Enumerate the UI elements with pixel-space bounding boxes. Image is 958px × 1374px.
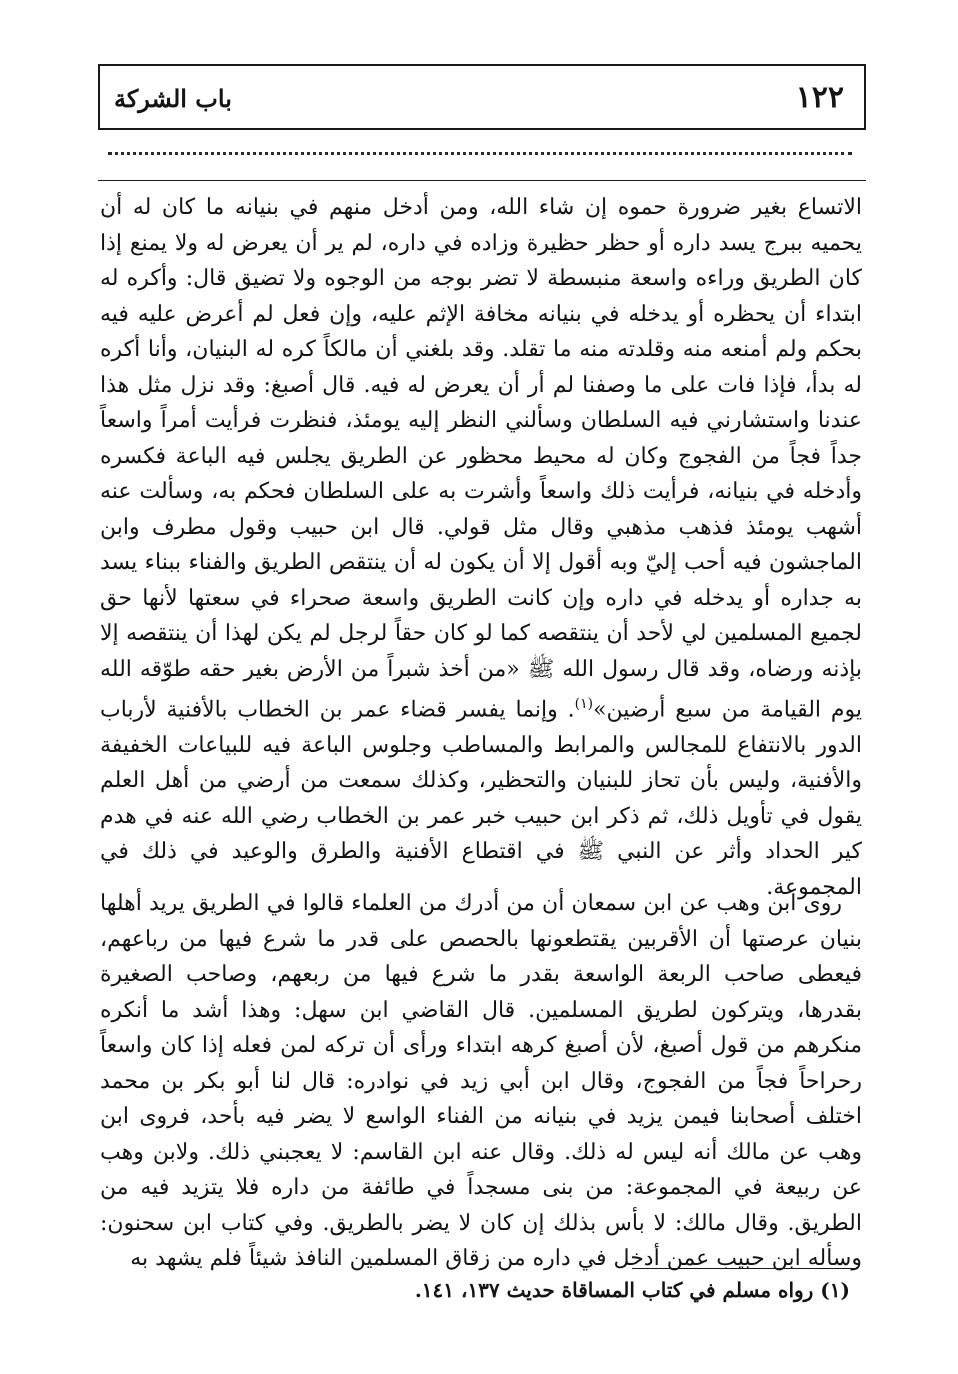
dotted-divider bbox=[108, 152, 852, 155]
footnote-marker[interactable]: (١) bbox=[574, 696, 594, 712]
chapter-title: باب الشركة bbox=[114, 84, 232, 113]
paragraph-1-text: الاتساع بغير ضرورة حموه إن شاء الله، ومن أدخل منهم في بنيانه ما كان له أن يحميه ببرج يسد داره أو حظر حظيرة وزاده في داره، لم ير أن يعرض له ولا يمنع إذا كان الطريق وراءه واسعة منبسطة لا تضر بوجه من الوجوه ولا تضيق قال: وأكره له ابتداء أن يحظره أو يدخله في بنيانه مخافة الإثم عليه، وإن فعل لم أعرض عليه فيه بحكم ولم أمنعه منه وقلدته منه ما تقلد. وقد بلغني أن مالكاً كره له البنيان، وأنا أكره له بدأ، فإذا فات على ما وصفنا لم أر أن يعرض له فيه. قال أصبغ: وقد نزل مثل هذا عندنا واستشارني فيه السلطان وسألني النظر إليه يومئذ، فنظرت فرأيت أمراً واسعاً جداً فجاً من الفجوج وكان له محيط محظور عن الطريق يجلس فيه الباعة فكسره وأدخله في بنيانه، فرأيت ذلك واسعاً وأشرت به على السلطان فحكم به، وسألت عنه أشهب يومئذ فذهب مذهبي وقال مثل قولي. قال ابن حبيب وقول مطرف وابن الماجشون فيه أحب إليّ وبه أقول إلا أن يكون له أن ينتقص الطريق والفناء ببناء يسد به جداره أو يدخله في داره وإن كانت الطريق واسعة صحراء في سعتها لأنها حق لجميع المسلمين لي لأحد أن ينتقصه كما لو كان حقاً لرجل لم يكن لهذا أن ينتقصه إلا بإذنه ورضاه، وقد قال رسول الله ﷺ «من أخذ شبراً من الأرض بغير حقه طوّقه الله يوم القيامة من سبع أرضين» bbox=[100, 195, 862, 723]
page-header bbox=[98, 64, 866, 130]
footnote-divider bbox=[632, 1268, 858, 1269]
page-number: ١٢٢ bbox=[795, 80, 844, 115]
body-paragraph-1 bbox=[100, 190, 862, 905]
paragraph-1-continued: . وإنما يفسر قضاء عمر بن الخطاب بالأفنية لأرباب الدور بالانتفاع للمجالس والمرابط والمساطب وجلوس الباعة فيه للبياعات الخفيفة والأفنية، وليس بأن تحاز للبنيان والتحظير، وكذلك سمعت من أرضي من أهل العلم يقول في تأويل ذلك، ثم ذكر ابن حبيب خبر عمر بن الخطاب رضي الله عنه في هدم كير الحداد وأثر عن النبي ﷺ في اقتطاع الأفنية والطرق والوعيد في ذلك في المجموعة. bbox=[100, 697, 862, 900]
body-paragraph-2: روى ابن وهب عن ابن سمعان أن من أدرك من العلماء قالوا في الطريق يريد أهلها بنيان عرصتها أن الأقربين يقتطعونها بالحصص على قدر ما شرع فيها من رباعهم، فيعطى صاحب الربعة الواسعة بقدر ما شرع فيها من ربعهم، وصاحب الصغيرة بقدرها، ويتركون لطريق المسلمين. قال القاضي ابن سهل: وهذا أشد ما أنكره منكرهم من قول أصبغ، لأن أصبغ كرهه ابتداء ورأى أن تركه لمن فعله إذا كان واسعاً رحراحاً فجاً من الفجوج، وقال ابن أبي زيد في نوادره: قال لنا أبو بكر بن محمد اختلف أصحابنا فيمن يزيد في بنيانه من الفناء الواسع لا يضر فيه بأحد، فروى ابن وهب عن مالك أنه ليس له ذلك. وقال عنه ابن القاسم: لا يعجبني ذلك. ولابن وهب عن ربيعة في المجموعة: من بنى مسجداً في طائفة من داره فلا يتزيد فيه من الطريق. وقال مالك: لا بأس بذلك إن كان لا يضر بالطريق. وفي كتاب ابن سحنون: وسأله ابن حبيب عمن أدخل في داره من زقاق المسلمين النافذ شيئاً فلم يشهد به bbox=[100, 891, 862, 1271]
footnote: (١) رواه مسلم في كتاب المساقاة حديث ١٣٧، ١٤١. bbox=[414, 1278, 850, 1302]
header-rule bbox=[98, 180, 866, 181]
